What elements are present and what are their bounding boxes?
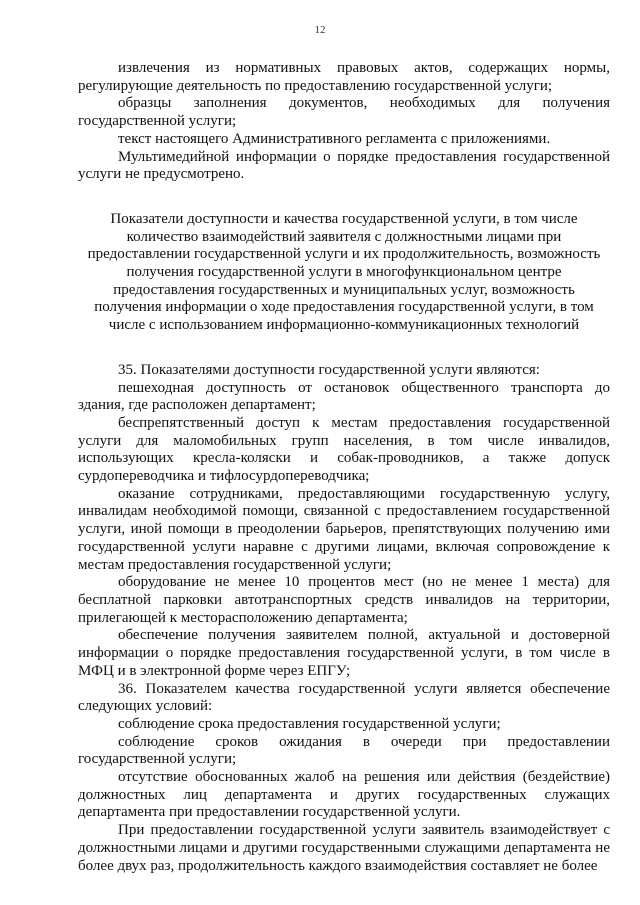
paragraph: При предоставлении государственной услуги заявитель взаимодействует с должностными лицами и другими государственными служащими департамента не более двух раз, продолжительность каждого взаимодействия составляет не более (78, 822, 610, 874)
paragraph: обеспечение получения заявителем полной, актуальной и достоверной информации о порядке предоставления государственной услуги, в том числе в МФЦ и в электронной форме через ЕПГУ; (78, 627, 610, 679)
paragraph: 35. Показателями доступности государственной услуги являются: (118, 361, 540, 378)
paragraph: 36. Показателем качества государственной услуги является обеспечение следующих условий: (78, 680, 610, 715)
paragraph: образцы заполнения документов, необходимых для получения государственной услуги; (78, 95, 610, 130)
paragraph: оказание сотрудниками, предоставляющими государственную услугу, инвалидам необходимой помощи, связанной с предоставлением государственной услуги, иной помощи в преодолении барьеров, препятствующих получению ими государственной услуги наравне с другими лицами, включая сопровождение к местам предоставления государственной услуги; (78, 485, 610, 573)
paragraph: Мультимедийной информации о порядке предоставления государственной услуги не предусмотрено. (78, 148, 610, 183)
paragraph: беспрепятственный доступ к местам предоставления государственной услуги для маломобильных групп населения, в том числе инвалидов, использующих кресла-коляски и собак-проводников, а также допуск сурдопереводчика и тифлосурдопереводчика; (78, 414, 610, 485)
paragraph: оборудование не менее 10 процентов мест (но не менее 1 места) для бесплатной парковки автотранспортных средств инвалидов на территории, прилегающей к месторасположению департамента; (78, 574, 610, 626)
paragraph: пешеходная доступность от остановок общественного транспорта до здания, где расположен департамент; (78, 379, 610, 414)
page-number: 12 (314, 24, 326, 36)
paragraph: соблюдение сроков ожидания в очереди при предоставлении государственной услуги; (78, 733, 610, 768)
section-heading: Показатели доступности и качества государственной услуги, в том числе количество взаимодействий заявителя с должностными лицами при предоставлении государственной услуги и их продолжительность, возможность получения государственной услуги в многофункциональном центре предоставления государственных и муниципальных услуг, возможность получения информации о ходе предоставления государственной услуги, в том числе с использованием информационно-коммуникационных технологий (87, 210, 601, 334)
document-body (78, 60, 610, 875)
paragraph: извлечения из нормативных правовых актов, содержащих нормы, регулирующие деятельность по предоставлению государственной услуги; (78, 60, 610, 94)
paragraph: отсутствие обоснованных жалоб на решения или действия (бездействие) должностных лиц департамента и других государственных служащих департамента при предоставлении государственной услуги. (78, 769, 610, 821)
paragraph: текст настоящего Административного регламента с приложениями. (118, 130, 551, 147)
paragraph: соблюдение срока предоставления государственной услуги; (118, 715, 501, 732)
